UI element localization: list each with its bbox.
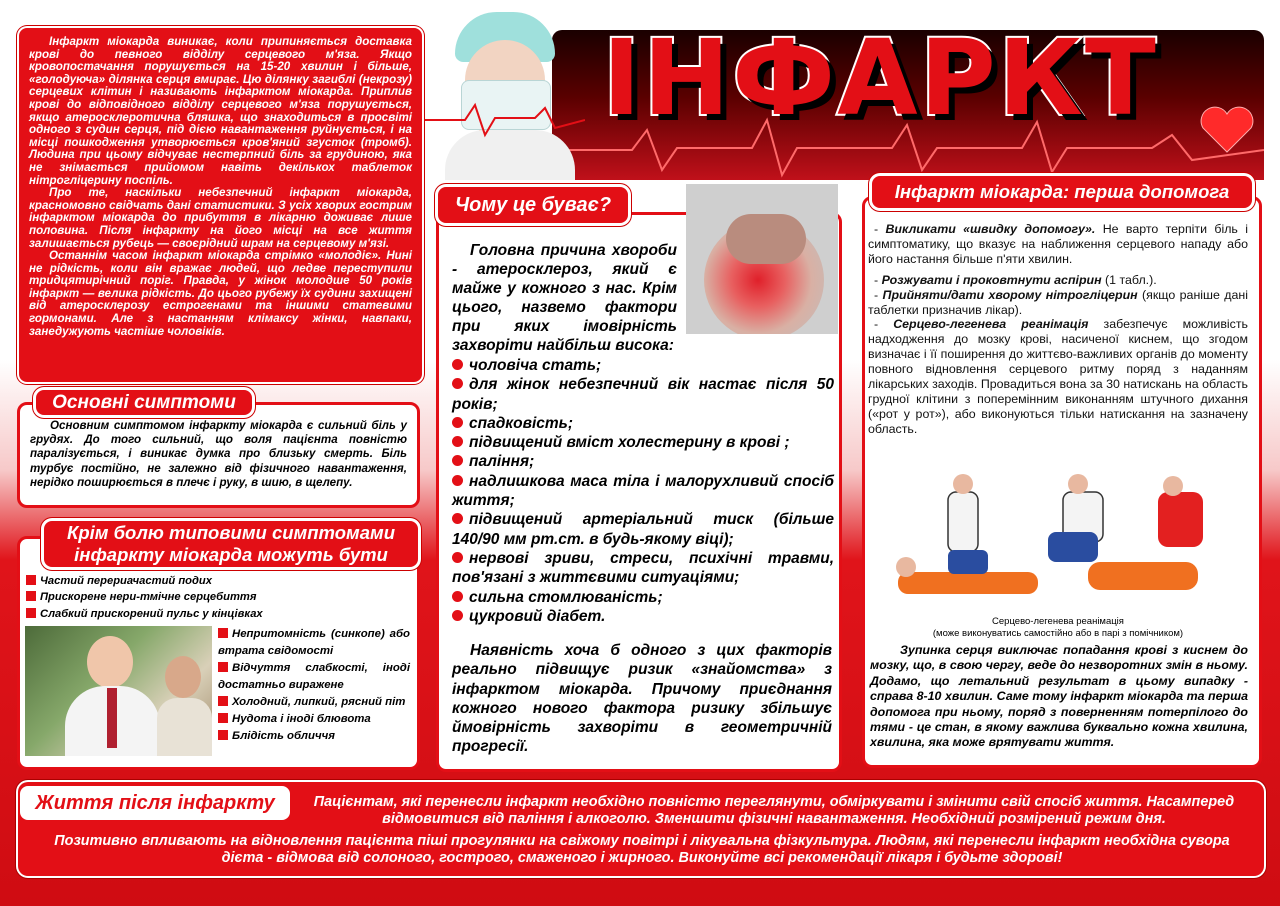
- intro-box: [19, 28, 422, 382]
- symptoms-text: Основним симптомом інфаркту міокарда є сильний біль у грудях. До того сильний, що воля пацієнта повністю паралізується, і виникає думка про близьку смерть. Біль турбує постійно, не залежно від фізичного навантаження, нерідко поширюється в плечє і руку, в шию, в щелепу.: [30, 419, 407, 489]
- list-item: Блідість обличчя: [218, 728, 410, 745]
- first-aid-item: - Розжувати і проковтнути аспірин (1 табл.).: [874, 272, 1157, 287]
- other-symptoms-heading: Крім болю типовими симптомами інфаркту міокарда можуть бути: [44, 521, 418, 567]
- list-item: Відчуття слабкості, іноді достатньо виражене: [218, 662, 410, 691]
- first-aid-item: - Серцево-легенева реанімація забезпечує можливість надходження до мозку крові, насиченої киснем, що згодом визначає і її поширення до життєво-важливих органів до моменту повного відновлення серцевого ритму поряд з наданням лікарських заходів. Провадиться вона за 30 натискань на область грудної клітини з поперемінним виконанням штучного дихання («рот у рот»), або виконуються тільки натискання на зазначену область.: [868, 317, 1248, 436]
- list-item: паління;: [452, 452, 834, 471]
- symptoms-box: [17, 402, 420, 508]
- other-symptoms-list-side: [218, 626, 410, 745]
- first-aid-heading: Інфаркт міокарда: перша допомога: [872, 176, 1252, 208]
- cpr-patient-2: [1088, 562, 1198, 590]
- list-item: надлишкова маса тіла і малорухливий спосіб життя;: [452, 472, 834, 510]
- cpr-patient-1: [898, 572, 1038, 594]
- patient-photo: [25, 626, 212, 756]
- list-item: Холодний, липкий, рясний піт: [218, 694, 410, 711]
- why-conclusion: Наявність хоча б одного з цих факторів реально підвищує ризик «знайомства» з інфарктом міокарда. Причому приєднання кожного нового фактора ризику збільшує ймовірність захворіти в геометричній прогресії.: [452, 642, 832, 756]
- intro-paragraph-2: Про те, наскільки небезпечний інфаркт міокарда, красномовно свідчать дані статистики. З усіх хворих гострим інфарктом міокарда до прибуття в лікарню доживає лише половина. Після інфаркту на його місці на все життя залишається рубець — своєрідний шрам на серцевому м'язі.: [29, 186, 412, 250]
- cpr-helper-3: [1158, 492, 1203, 547]
- first-aid-item: - Викликати «швидку допомогу». Не варто терпіти біль і симптоматику, що вказує на наближення серцевого нападу або його настання більше п'яти хвилин.: [868, 222, 1248, 266]
- list-item: Нудота і іноді блювота: [218, 711, 410, 728]
- list-item: Частий перериачастий подих: [26, 573, 416, 589]
- after-heading: Життя після інфаркту: [20, 786, 290, 820]
- list-item: спадковість;: [452, 414, 834, 433]
- why-intro: Головна причина хвороби - атеросклероз, який є майже у кожного з нас. Крім цього, назвемо фактори при яких імовірність захворіти найбільш висока:: [452, 242, 677, 354]
- doctor-image: [425, 10, 585, 180]
- list-item: чоловіча стать;: [452, 356, 834, 375]
- list-item: сильна стомлюваність;: [452, 588, 834, 607]
- why-heading: Чому це буває?: [438, 187, 628, 223]
- cpr-helper-1: [948, 492, 978, 552]
- heart-icon: [1197, 102, 1257, 154]
- list-item: цукровий діабет.: [452, 607, 834, 626]
- other-symptoms-list-top: [26, 573, 416, 622]
- intro-paragraph-3: Останнім часом інфаркт міокарда стрімко «молодіє». Нині не рідкість, коли він вражає людей, що ледве переступили тридцятирічний поріг. Правда, у жінок молодше 50 років інфаркт — велика рідкість. До цього рубежу їх судини захищені від атеросклерозу естрогенами та іншими статевими гормонами. Але з настанням клімаксу жінки, навпаки, занедужують частіше чоловіків.: [29, 249, 412, 338]
- list-item: підвищений вміст холестерину в крові ;: [452, 433, 834, 452]
- first-aid-list: [868, 222, 1248, 437]
- list-item: підвищений артеріальний тиск (більше 140/90 мм рт.ст. в будь-якому віці);: [452, 511, 834, 548]
- cpr-caption-1: Серцево-легенева реанімація: [992, 616, 1124, 627]
- symptoms-heading: Основні симптоми: [36, 390, 252, 415]
- intro-paragraph-1: Інфаркт міокарда виникає, коли припиняється доставка крові до певного відділу серцевого м'яза. Якщо кровопостачання порушується на 15-20 хвилин і більше, «голодуюча» ділянка серця вмирає. Цю ділянку загиблі (некрозу) серцевих клітин і називають інфарктом міокарда. Приплив крові до відповідного відділу серцевого м'яза порушується, якщо атеросклеротична бляшка, що знаходиться в просвіті одного з судин серця, під дією навантаження руйнується, і на місці пошкодження утворюється кров'яний згусток (тромб). Людина при цьому відчуває нестерпний біль за грудиною, яка не знімається прийомом навіть декількох таблеток нітрогліцерину поспіль.: [29, 35, 412, 187]
- why-factors: [452, 356, 834, 626]
- first-aid-item: - Прийняти/дати хворому нітрогліцерин (якщо раніше дані таблетки призначив лікар).: [868, 287, 1248, 317]
- list-item: Непритомність (синкопе) або втрата свідомості: [218, 628, 410, 657]
- list-item: Прискорене нери-тмічне серцебиття: [26, 589, 416, 605]
- first-aid-bottom-text: Зупинка серця виключає попадання крові з киснем до мозку, що, в свою чергу, веде до незворотних змін в ньому. Додамо, що летальний результат в цьому випадку - справа 8-10 хвилин. Саме тому інфаркт міокарда та перша допомога при ньому, поряд з поверненням потерпілого до тями - це стан, в якому важлива буквально кожна хвилина, хвилина, яка може врятувати життя.: [870, 643, 1248, 750]
- list-item: Слабкий прискорений пульс у кінцівках: [26, 606, 416, 622]
- list-item: нервові зриви, стреси, психічні травми, пов'язані з життєвими ситуаціями;: [452, 549, 834, 587]
- chest-pain-photo: [686, 184, 838, 334]
- cpr-illustration: [888, 472, 1218, 612]
- after-line-2: Позитивно впливають на відновлення пацієнта піші прогулянки на свіжому повітрі і лікувальна фізкультура. Людям, які перенесли інфаркт необхідна сувора дієта - відмова від солоного, гострого, смаженого і жирного. Виконуйте всі рекомендації лікаря і будьте здорові!: [54, 833, 1230, 866]
- after-line-1: Пацієнтам, які перенесли інфаркт необхідно повністю переглянути, обміркувати і змінити свій спосіб життя. Насамперед відмовитися від паління і алкоголю. Зменшити фізичні навантаження. Необхідний розмірений режим дня.: [313, 794, 1235, 827]
- cpr-caption-2: (може виконуватись самостійно або в парі з помічником): [932, 628, 1184, 639]
- page-title: ІНФАРКТ: [602, 17, 1158, 139]
- list-item: для жінок небезпечний вік настає після 50 років;: [452, 376, 834, 413]
